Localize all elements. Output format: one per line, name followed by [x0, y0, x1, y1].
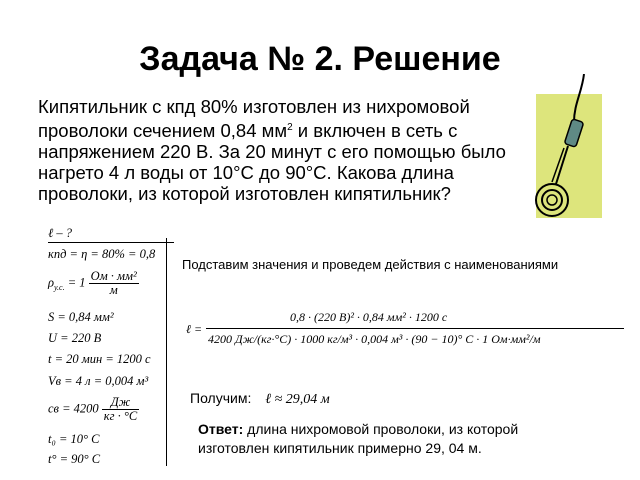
given-divider-vertical — [166, 238, 167, 466]
c-unit — [102, 396, 139, 423]
formula-lhs: ℓ = — [186, 322, 203, 336]
given-kpd: кпд = η = 80% = 0,8 — [48, 247, 156, 261]
c-unit-den: кг · °С — [103, 409, 138, 423]
c-value: cв = 4200 — [48, 401, 99, 416]
formula-numerator: 0,8 · (220 В)² · 0,84 мм² · 1200 с — [290, 310, 448, 324]
answer-body: длина нихромовой проволоки, из которой изготовлен кипятильник примерно 29, 04 м. — [198, 421, 519, 456]
given-initial-temp: t₀ = 10° C — [48, 432, 100, 446]
given-final-temp: t° = 90° C — [48, 452, 101, 466]
length-formula — [178, 308, 638, 374]
given-time: t = 20 мин = 1200 с — [48, 352, 151, 366]
given-data — [0, 226, 170, 466]
answer-text — [198, 420, 588, 458]
fraction-bar — [206, 328, 624, 329]
result-value: ℓ ≈ 29,04 м — [265, 392, 330, 407]
problem-superscript: 2 — [287, 122, 293, 133]
problem-text-2: и включен в сеть с напряжением 220 В. За 20 минут с его помощью было нагрето 4 л воды от 10°С до 90°С. Какова длина проволоки, из которой изготовлен кипятильник? — [38, 120, 506, 205]
result-line — [190, 390, 330, 408]
c-unit-num: Дж — [102, 396, 139, 410]
given-resistivity — [48, 270, 139, 297]
immersion-heater-illustration — [522, 74, 612, 230]
rho-symbol: ρ — [48, 275, 54, 290]
rho-value: = 1 — [67, 275, 86, 290]
given-unknown: ℓ – ? — [48, 226, 72, 240]
answer-label: Ответ: — [198, 421, 244, 437]
problem-statement — [38, 96, 508, 204]
rho-unit-num: Ом · мм² — [90, 269, 137, 283]
given-voltage: U = 220 В — [48, 331, 102, 345]
page-title: Задача № 2. Решение — [139, 40, 501, 78]
substitution-note: Подставим значения и проведем действия с наименованиями — [182, 257, 559, 272]
rho-subscript: у.с. — [54, 282, 65, 292]
given-divider-horizontal — [48, 242, 174, 243]
problem-text-1: Кипятильник с кпд 80% изготовлен из нихромовой проволоки сечением 0,84 мм — [38, 96, 470, 142]
illustration-background — [536, 94, 602, 218]
rho-unit-den: м — [109, 283, 118, 297]
result-label: Получим: — [190, 390, 252, 406]
given-specific-heat — [48, 396, 139, 423]
rho-unit — [89, 270, 139, 297]
formula-denominator: 4200 Дж/(кг·°С) · 1000 кг/м³ · 0,004 м³ · (90 − 10)° С · 1 Ом·мм²/м — [208, 332, 541, 346]
given-volume: Vв = 4 л = 0,004 м³ — [48, 374, 149, 388]
given-area: S = 0,84 мм² — [48, 310, 114, 324]
